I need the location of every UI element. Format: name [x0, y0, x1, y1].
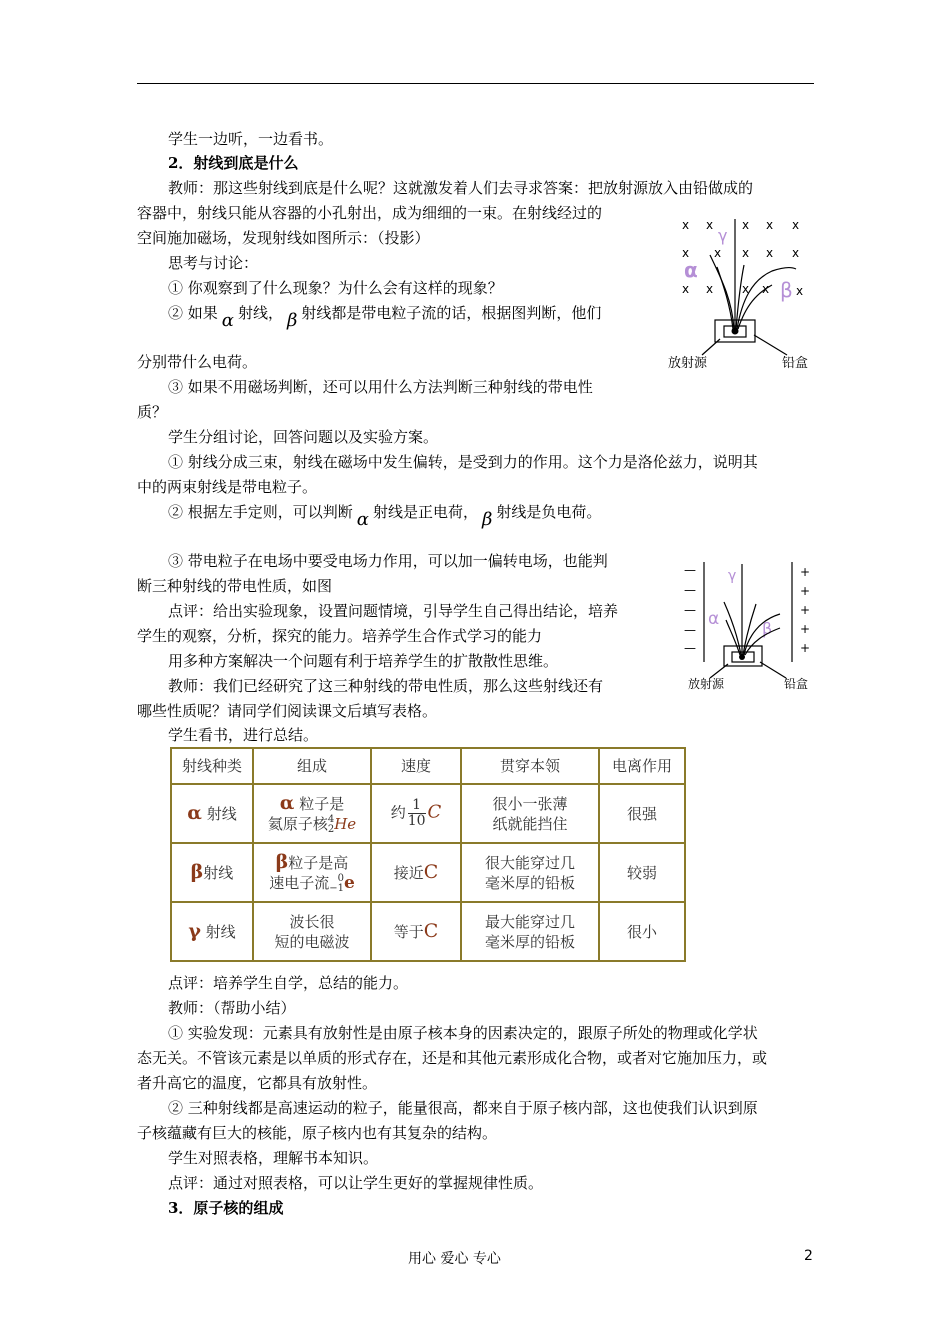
ray-type-cell: [171, 784, 253, 843]
ray-type-cell: [171, 902, 253, 961]
penetration-cell: [461, 843, 599, 902]
gamma-label: γ: [718, 226, 728, 245]
paragraph: 哪些性质呢？请同学们阅读课文后填写表格。: [137, 702, 438, 720]
alpha-ray: [724, 602, 741, 655]
light-speed-symbol: C: [423, 920, 439, 942]
field-mark: x: [682, 218, 690, 232]
beta-label: β: [780, 278, 793, 302]
field-mark: x: [766, 246, 774, 260]
field-mark: x: [796, 284, 804, 298]
ray-name: 射线: [205, 923, 236, 941]
light-speed-symbol: C: [423, 861, 439, 883]
field-mark: x: [762, 282, 770, 296]
fraction: [408, 798, 426, 829]
penetration-cell: [461, 784, 599, 843]
header-cell: 组成: [253, 748, 371, 784]
box-label: 铅盒: [782, 356, 809, 371]
paragraph: ① 射线分成三束，射线在磁场中发生偏转，是受到力的作用。这个力是洛伦兹力，说明其: [168, 453, 758, 471]
minus-sign: —: [684, 603, 696, 617]
paragraph: 空间施加磁场，发现射线如图所示：（投影）: [137, 229, 430, 247]
footer-motto: 用心 爱心 专心: [408, 1251, 501, 1267]
fraction-numerator: 1: [408, 798, 426, 814]
alpha-ray: [710, 255, 734, 329]
paragraph: 态无关。不管该元素是以单质的形式存在，还是和其他元素形成化合物，或者对它施加压力，或: [137, 1049, 768, 1067]
speed-cell: [371, 784, 461, 843]
field-mark: x: [682, 282, 690, 296]
field-mark: x: [742, 218, 750, 232]
beta-label: β: [762, 619, 773, 638]
composition-text: 粒子是: [299, 794, 345, 813]
speed-cell: [371, 902, 461, 961]
mass-number: 0: [337, 872, 344, 884]
beta-ray: [736, 265, 744, 329]
paragraph: 教师：那这些射线到底是什么呢？这就激发着人们去寻求答案：把放射源放入由铅做成的: [168, 179, 754, 197]
page-number: 2: [804, 1248, 813, 1264]
paragraph: 学生的观察，分析，探究的能力。培养学生合作式学习的能力: [137, 627, 543, 645]
paragraph: 容器中，射线只能从容器的小孔射出，成为细细的一束。在射线经过的: [137, 204, 603, 222]
box-label: 铅盒: [784, 677, 809, 691]
alpha-symbol: α: [221, 310, 234, 331]
paragraph: 学生看书，进行总结。: [168, 726, 319, 744]
paragraph: 点评：通过对照表格，可以让学生更好的掌握规律性质。: [168, 1174, 544, 1192]
speed-prefix: 等于: [393, 923, 424, 941]
plus-sign: +: [800, 565, 811, 579]
leader-line: [710, 664, 728, 678]
penetration-text: 纸就能挡住: [492, 814, 568, 833]
paragraph: 思考与讨论：: [168, 254, 259, 272]
penetration-text: 很小一张薄: [492, 794, 568, 813]
header-rule: [137, 83, 814, 84]
plus-sign: +: [800, 603, 811, 617]
paragraph: 分别带什么电荷。: [137, 353, 258, 371]
header-cell: 速度: [371, 748, 461, 784]
table-row: [171, 902, 685, 961]
composition-text: 短的电磁波: [274, 932, 350, 951]
light-speed-symbol: C: [427, 801, 442, 823]
ray-properties-table: [170, 747, 686, 962]
paragraph: ③ 带电粒子在电场中要受电场力作用，可以加一偏转电场，也能判: [168, 552, 608, 570]
nuclide-symbol: He: [334, 814, 357, 833]
paragraph: ③ 如果不用磁场判断，还可以用什么方法判断三种射线的带电性: [168, 378, 593, 396]
field-mark: x: [682, 246, 690, 260]
ray-type-cell: [171, 843, 253, 902]
penetration-text: 最大能穿过几: [484, 912, 575, 931]
plus-sign: +: [800, 622, 811, 636]
beta-symbol: β: [481, 509, 493, 530]
paragraph: 用多种方案解决一个问题有利于培养学生的扩散散性思维。: [168, 652, 559, 670]
table-row: [171, 784, 685, 843]
text-span: 射线，: [237, 304, 283, 322]
beta-symbol: β: [190, 861, 204, 883]
minus-sign: —: [684, 641, 696, 655]
header-cell: 电离作用: [599, 748, 685, 784]
source-dot: [732, 328, 739, 335]
field-mark: x: [714, 246, 722, 260]
ray-name: 射线: [203, 864, 234, 882]
text-span: 射线是负电荷。: [496, 503, 602, 521]
paragraph: 学生分组讨论，回答问题以及实验方案。: [168, 428, 439, 446]
table-header-row: [171, 748, 685, 784]
paragraph: 教师：（帮助小结）: [168, 999, 296, 1017]
paragraph: 子核蕴藏有巨大的核能，原子核内也有其复杂的结构。: [137, 1124, 498, 1142]
ionization-cell: 很小: [599, 902, 685, 961]
paragraph: [168, 502, 602, 530]
text-span: 射线是正电荷，: [372, 503, 478, 521]
leader-line: [702, 339, 720, 355]
ray-name: 射线: [206, 805, 237, 823]
alpha-label: α: [684, 258, 698, 282]
nuclide-indices: [329, 874, 344, 894]
plus-sign: +: [800, 584, 811, 598]
field-mark: x: [706, 218, 714, 232]
speed-cell: [371, 843, 461, 902]
alpha-label: α: [708, 609, 720, 629]
section-heading: 3．原子核的组成: [168, 1199, 284, 1217]
alpha-symbol: α: [187, 802, 202, 824]
source-label: 放射源: [688, 677, 725, 691]
magnetic-field-figure: [662, 205, 822, 375]
beta-symbol: β: [275, 850, 289, 873]
minus-sign: —: [684, 583, 696, 597]
paragraph: ② 三种射线都是高速运动的粒子，能量很高，都来自于原子核内部，这也使我们认识到原: [168, 1099, 758, 1117]
paragraph: 点评：给出实验现象，设置问题情境，引导学生自己得出结论，培养: [168, 602, 619, 620]
text-span: 射线都是带电粒子流的话，根据图判断，他们: [301, 304, 602, 322]
ionization-cell: 较弱: [599, 843, 685, 902]
field-mark: x: [706, 282, 714, 296]
leader-line: [754, 335, 787, 355]
composition-text: 波长很: [289, 912, 335, 931]
section-heading: 2．射线到底是什么: [168, 154, 299, 172]
field-mark: x: [792, 246, 800, 260]
header-cell: 贯穿本领: [461, 748, 599, 784]
table-row: [171, 843, 685, 902]
penetration-text: 毫米厚的铅板: [484, 932, 575, 951]
charge-number: 2: [327, 823, 335, 835]
penetration-cell: [461, 902, 599, 961]
composition-text: 粒子是高: [288, 853, 349, 872]
plus-sign: +: [800, 641, 811, 655]
paragraph: ① 你观察到了什么现象？为什么会有这样的现象？: [168, 279, 503, 297]
paragraph: 点评：培养学生自学，总结的能力。: [168, 974, 409, 992]
paragraph: 断三种射线的带电性质，如图: [137, 577, 333, 595]
composition-text: 速电子流: [269, 873, 330, 892]
composition-cell: [253, 843, 371, 902]
speed-prefix: 接近: [393, 864, 424, 882]
penetration-text: 毫米厚的铅板: [484, 873, 575, 892]
composition-cell: [253, 784, 371, 843]
beta-symbol: β: [286, 310, 298, 331]
paragraph: 者升高它的温度，它都具有放射性。: [137, 1074, 378, 1092]
composition-cell: [253, 902, 371, 961]
alpha-symbol: α: [356, 509, 369, 530]
paragraph: 教师：我们已经研究了这三种射线的带电性质，那么这些射线还有: [168, 677, 604, 695]
minus-sign: —: [684, 563, 696, 577]
header-cell: 射线种类: [171, 748, 253, 784]
charge-number: −1: [329, 882, 344, 894]
paragraph: ① 实验发现：元素具有放射性是由原子核本身的因素决定的，跟原子所处的物理或化学状: [168, 1024, 758, 1042]
alpha-symbol: α: [279, 791, 295, 814]
source-label: 放射源: [668, 356, 708, 371]
electric-field-figure: [676, 558, 826, 698]
paragraph: 学生一边听，一边看书。: [168, 130, 334, 148]
fraction-denominator: 10: [407, 813, 426, 829]
field-mark: x: [766, 218, 774, 232]
source-dot: [739, 654, 745, 660]
minus-sign: —: [684, 623, 696, 637]
text-span: ② 根据左手定则，可以判断: [168, 503, 353, 521]
gamma-symbol: γ: [188, 920, 201, 942]
mass-number: 4: [327, 813, 335, 825]
paragraph: 质？: [137, 403, 168, 421]
field-mark: x: [742, 246, 750, 260]
paragraph: 学生对照表格，理解书本知识。: [168, 1149, 379, 1167]
composition-text: 氦原子核: [267, 814, 328, 833]
field-mark: x: [792, 218, 800, 232]
field-mark: x: [742, 282, 750, 296]
text-span: ② 如果: [168, 304, 218, 322]
leader-line: [760, 662, 786, 678]
ionization-cell: 很强: [599, 784, 685, 843]
paragraph: [168, 303, 602, 331]
nuclide-symbol: e: [343, 872, 355, 893]
speed-prefix: 约: [390, 803, 406, 822]
gamma-label: γ: [728, 568, 737, 584]
paragraph: 中的两束射线是带电粒子。: [137, 478, 318, 496]
penetration-text: 很大能穿过几: [484, 853, 575, 872]
